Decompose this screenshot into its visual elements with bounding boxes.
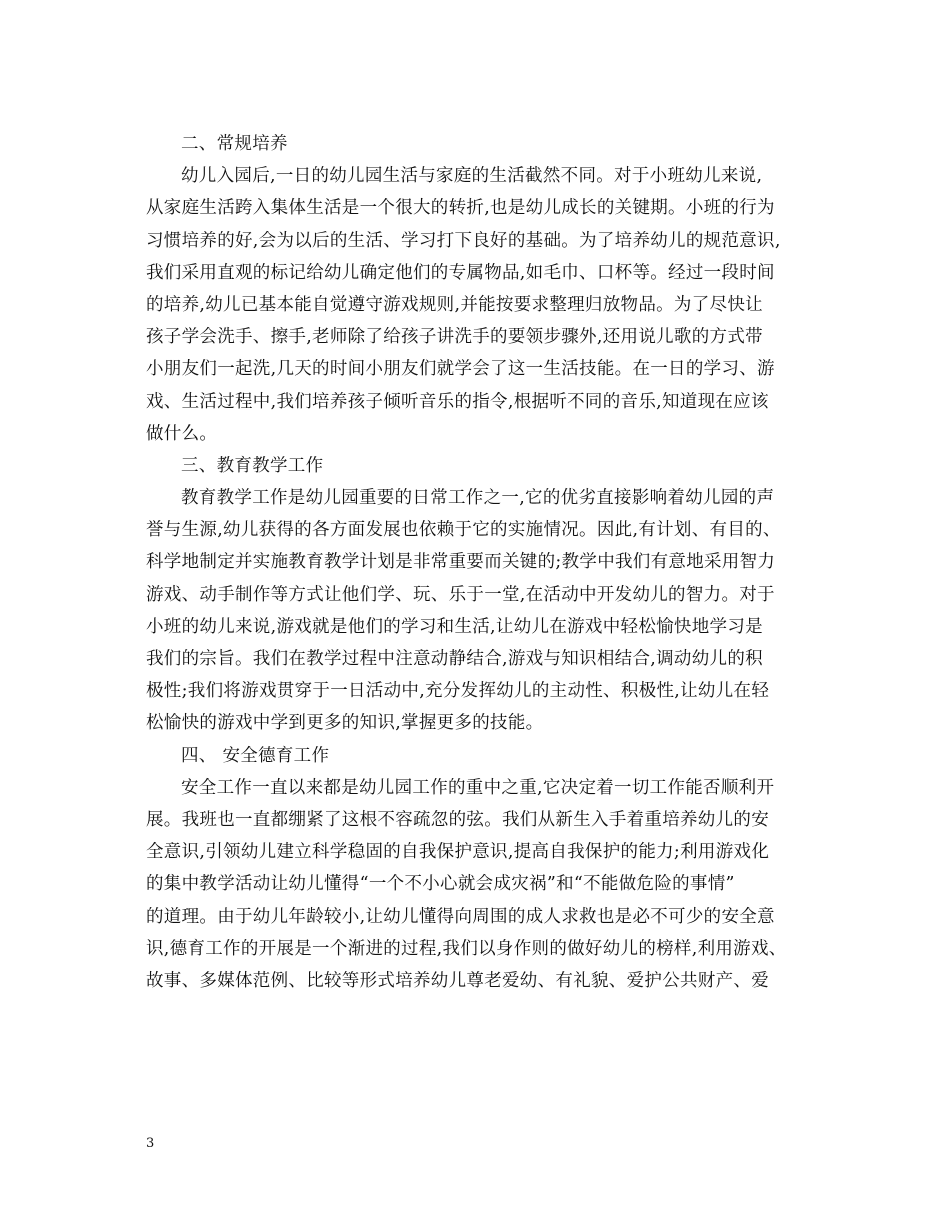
text-line: 三、教育教学工作 bbox=[181, 455, 324, 476]
text-line: 做什么。 bbox=[146, 423, 218, 444]
text-line: 誉与生源,幼儿获得的各方面发展也依赖于它的实施情况。因此,有计划、有目的、 bbox=[146, 520, 781, 541]
text-line: 极性;我们将游戏贯穿于一日活动中,充分发挥幼儿的主动性、积极性,让幼儿在轻 bbox=[146, 681, 770, 702]
text-line: 全意识,引领幼儿建立科学稳固的自我保护意识,提高自我保护的能力;利用游戏化 bbox=[146, 842, 770, 863]
text-line: 松愉快的游戏中学到更多的知识,掌握更多的技能。 bbox=[146, 713, 544, 734]
text-line: 的道理。由于幼儿年龄较小,让幼儿懂得向周围的成人求救也是必不可少的安全意 bbox=[146, 906, 775, 927]
text-line: 从家庭生活跨入集体生活是一个很大的转折,也是幼儿成长的关键期。小班的行为 bbox=[146, 198, 775, 219]
text-line: 戏、生活过程中,我们培养孩子倾听音乐的指令,根据听不同的音乐,知道现在应该 bbox=[146, 391, 769, 412]
text-line: 习惯培养的好,会为以后的生活、学习打下良好的基础。为了培养幼儿的规范意识, bbox=[146, 230, 781, 251]
document-body bbox=[146, 128, 826, 997]
text-line: 识,德育工作的开展是一个渐进的过程,我们以身作则的做好幼儿的榜样,利用游戏、 bbox=[146, 938, 787, 959]
text-line: 小班的幼儿来说,游戏就是他们的学习和生活,让幼儿在游戏中轻松愉快地学习是 bbox=[146, 616, 763, 637]
text-line: 我们采用直观的标记给幼儿确定他们的专属物品,如毛巾、口杯等。经过一段时间 bbox=[146, 262, 775, 283]
text-line: 展。我班也一直都绷紧了这根不容疏忽的弦。我们从新生入手着重培养幼儿的安 bbox=[146, 809, 769, 830]
text-line: 教育教学工作是幼儿园重要的日常工作之一,它的优劣直接影响着幼儿园的声 bbox=[181, 488, 775, 509]
text-line: 故事、多媒体范例、比较等形式培养幼儿尊老爱幼、有礼貌、爱护公共财产、爱 bbox=[146, 970, 769, 991]
text-line: 二、常规培养 bbox=[181, 134, 288, 154]
text-line: 安全工作一直以来都是幼儿园工作的重中之重,它决定着一切工作能否顺利开 bbox=[181, 777, 775, 798]
text-line: 四、 安全德育工作 bbox=[181, 745, 330, 766]
text-line: 的培养,幼儿已基本能自觉遵守游戏规则,并能按要求整理归放物品。为了尽快让 bbox=[146, 294, 763, 315]
text-line: 游戏、动手制作等方式让他们学、玩、乐于一堂,在活动中开发幼儿的智力。对于 bbox=[146, 584, 775, 605]
text-line: 孩子学会洗手、擦手,老师除了给孩子讲洗手的要领步骤外,还用说儿歌的方式带 bbox=[146, 327, 763, 348]
text-line: 幼儿入园后,一日的幼儿园生活与家庭的生活截然不同。对于小班幼儿来说, bbox=[181, 166, 763, 187]
text-line: 科学地制定并实施教育教学计划是非常重要而关键的;教学中我们有意地采用智力 bbox=[146, 552, 776, 573]
page-number: 3 bbox=[146, 1136, 155, 1151]
text-line: 小朋友们一起洗,几天的时间小朋友们就学会了这一生活技能。在一日的学习、游 bbox=[146, 359, 775, 380]
text-line: 我们的宗旨。我们在教学过程中注意动静结合,游戏与知识相结合,调动幼儿的积 bbox=[146, 649, 763, 669]
text-line: 的集中教学活动让幼儿懂得“一个不小心就会成灾祸”和“不能做危险的事情” bbox=[146, 874, 735, 895]
